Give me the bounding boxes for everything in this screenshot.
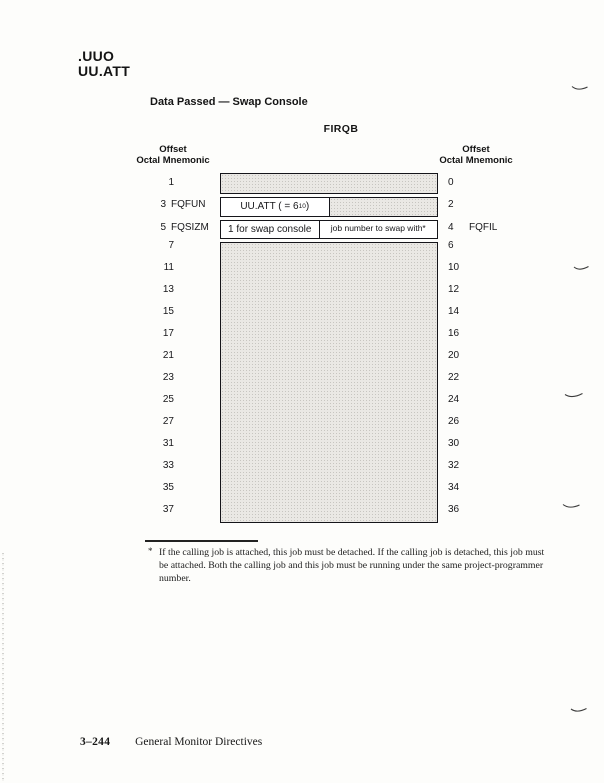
offset-label-left-37	[130, 504, 174, 515]
left-offset-header	[131, 144, 215, 166]
right-offset-header	[434, 144, 518, 166]
offset-label-right-14	[448, 306, 461, 317]
offset-label-right-34	[448, 482, 461, 493]
page-footer	[80, 736, 262, 748]
offset-number: 35	[162, 481, 174, 493]
offset-label-left-3	[130, 199, 205, 210]
offset-label-right-16	[448, 328, 461, 339]
footnote-text: If the calling job is attached, this job must be detached. If the calling job is detached, this job must be attached. Both the calling job and this job must be running under the same project-programmer number.	[159, 547, 545, 584]
right-offset-header-line2: Octal Mnemonic	[439, 155, 513, 166]
offset-number: 4	[448, 221, 454, 233]
offset-number: 22	[448, 371, 460, 383]
offset-label-left-23	[130, 372, 174, 383]
offset-label-right-32	[448, 460, 461, 471]
directive-name-line2: UU.ATT	[78, 63, 131, 79]
offset-number: 10	[448, 261, 460, 273]
footnote-rule	[145, 540, 258, 542]
offset-number: 34	[448, 481, 460, 493]
fqfil-cell: job number to swap with*	[330, 223, 426, 234]
offset-label-left-11	[130, 262, 174, 273]
fqsizm-cell: 1 for swap console	[221, 221, 320, 238]
offset-number: 32	[448, 459, 460, 471]
offset-label-right-12	[448, 284, 461, 295]
offset-number: 37	[162, 503, 174, 515]
offset-number: 11	[163, 261, 174, 273]
offset-number: 6	[448, 239, 454, 251]
chapter-title: General Monitor Directives	[135, 736, 263, 748]
directive-name-heading	[78, 49, 130, 79]
offset-number: 0	[448, 176, 454, 188]
offset-number: 31	[162, 437, 174, 449]
offset-label-left-33	[130, 460, 174, 471]
offset-label-right-30	[448, 438, 461, 449]
footnote-marker: *	[148, 546, 153, 556]
offset-label-right-20	[448, 350, 461, 361]
right-offset-header-line1: Offset	[462, 144, 490, 155]
section-title: Data Passed — Swap Console	[150, 96, 308, 108]
page-curl-icon	[571, 84, 589, 93]
offset-number: 12	[448, 283, 460, 295]
offset-label-right-22	[448, 372, 461, 383]
footnote	[148, 546, 548, 585]
diagram-title: FIRQB	[323, 123, 359, 135]
offset-number: 36	[448, 503, 460, 515]
offset-label-right-6	[448, 240, 461, 251]
left-offset-header-line1: Offset	[159, 144, 187, 155]
offset-label-left-13	[130, 284, 174, 295]
offset-number: 3	[160, 199, 166, 210]
offset-number: 16	[448, 327, 460, 339]
page-curl-icon	[564, 391, 584, 400]
offset-number: 23	[162, 371, 174, 383]
offset-number: 14	[448, 305, 460, 317]
offset-number: 2	[448, 199, 454, 210]
offset-label-right-24	[448, 394, 461, 405]
offset-number: 7	[168, 239, 174, 251]
directive-name-line1: .UUO	[78, 48, 115, 64]
left-offset-header-line2: Octal Mnemonic	[136, 155, 210, 166]
offset-number: 26	[448, 415, 460, 427]
offset-label-left-7	[130, 240, 174, 251]
offset-label-right-36	[448, 504, 461, 515]
fqfun-subscript: 10	[298, 203, 306, 210]
offset-label-left-35	[130, 482, 174, 493]
offset-number: 24	[448, 393, 460, 405]
offset-mnemonic: FQFIL	[469, 221, 498, 233]
firqb-word-2-row	[220, 197, 438, 217]
fqfun-value: UU.ATT ( = 6	[240, 201, 299, 212]
offset-number: 17	[162, 327, 174, 339]
offset-number: 30	[448, 437, 460, 449]
page-curl-icon	[570, 706, 588, 715]
offset-label-left-1	[130, 177, 174, 188]
firqb-word-4-row	[220, 220, 438, 239]
page-curl-icon	[573, 264, 590, 273]
offset-mnemonic: FQFUN	[171, 199, 206, 210]
offset-label-right-2	[448, 199, 461, 210]
offset-label-right-0	[448, 177, 461, 188]
offset-label-left-25	[130, 394, 174, 405]
offset-number: 13	[162, 283, 174, 295]
firqb-reserved-area	[220, 242, 438, 523]
offset-label-right-10	[448, 262, 461, 273]
firqb-reserved-byte-3	[330, 198, 438, 216]
offset-label-right-4	[448, 222, 497, 233]
offset-number: 33	[162, 459, 174, 471]
fqfun-cell	[221, 198, 330, 216]
fqfun-close: )	[305, 201, 310, 212]
offset-label-left-27	[130, 416, 174, 427]
offset-number: 1	[168, 176, 174, 188]
offset-number: 20	[448, 349, 460, 361]
offset-number: 27	[162, 415, 174, 427]
page-curl-icon	[562, 502, 581, 511]
offset-number: 15	[162, 305, 174, 317]
offset-mnemonic: FQSIZM	[171, 221, 209, 233]
offset-label-left-15	[130, 306, 174, 317]
firqb-reserved-word-0	[220, 173, 438, 194]
offset-number: 21	[162, 349, 174, 361]
offset-label-left-21	[130, 350, 174, 361]
offset-label-right-26	[448, 416, 461, 427]
offset-label-left-17	[130, 328, 174, 339]
offset-label-left-31	[130, 438, 174, 449]
scan-edge-artifact	[2, 553, 4, 783]
offset-label-left-5	[130, 222, 209, 233]
page-number: 3–244	[80, 736, 111, 748]
offset-number: 5	[160, 221, 166, 233]
offset-number: 25	[162, 393, 174, 405]
